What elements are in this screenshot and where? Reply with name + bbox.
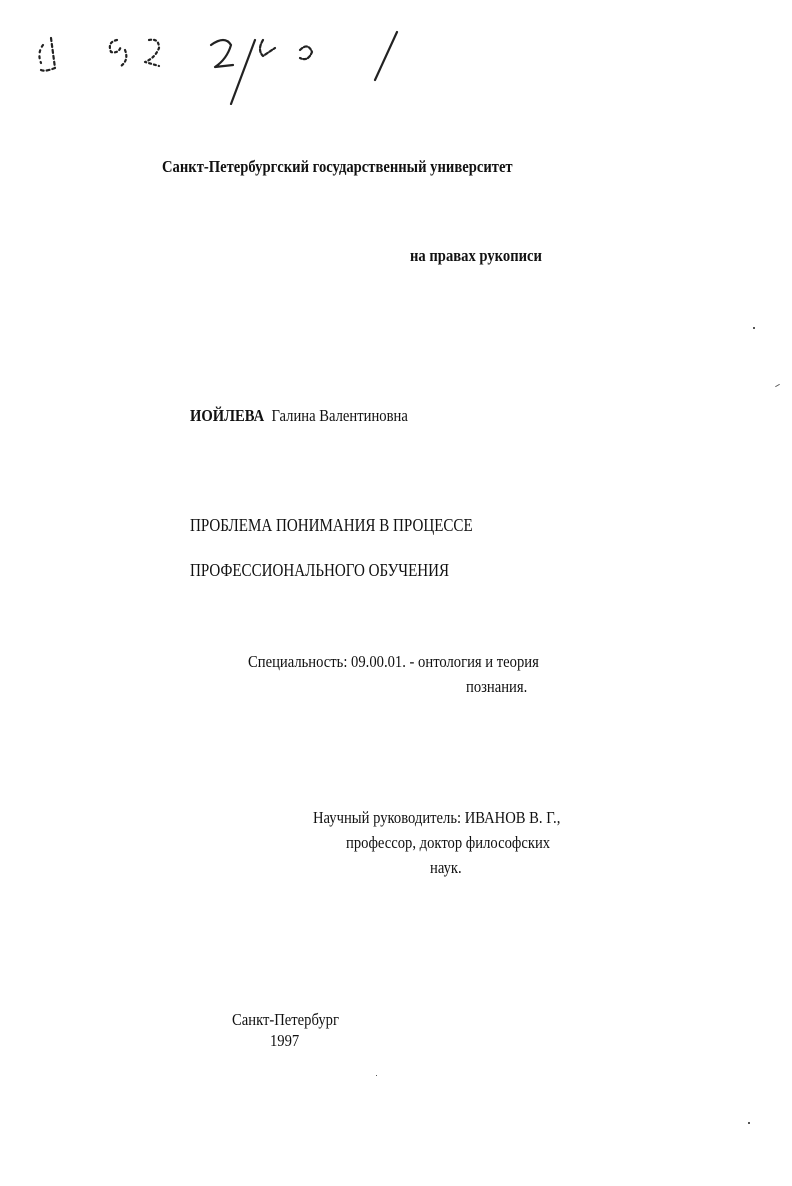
manuscript-note: на правах рукописи xyxy=(410,246,542,265)
dissertation-title-line-1: ПРОБЛЕМА ПОНИМАНИЯ В ПРОЦЕССЕ xyxy=(190,515,473,535)
scan-speck xyxy=(775,384,780,387)
author-surname: ИОЙЛЕВА xyxy=(190,406,265,425)
supervisor-line-1: Научный руководитель: ИВАНОВ В. Г., xyxy=(313,808,561,827)
dissertation-title-line-2: ПРОФЕССИОНАЛЬНОГО ОБУЧЕНИЯ xyxy=(190,560,450,580)
handwritten-archive-mark-icon xyxy=(25,10,405,105)
specialty-line-2: познания. xyxy=(466,677,528,696)
year: 1997 xyxy=(270,1031,300,1050)
city: Санкт-Петербург xyxy=(232,1010,339,1029)
supervisor-line-3: наук. xyxy=(430,858,462,877)
scan-speck xyxy=(753,327,755,329)
specialty-line-1: Специальность: 09.00.01. - онтология и теория xyxy=(248,652,539,671)
author-given-names: Галина Валентиновна xyxy=(271,406,408,425)
scan-speck xyxy=(748,1122,750,1124)
author-line xyxy=(190,406,408,426)
scan-speck xyxy=(376,1075,377,1076)
supervisor-line-2: профессор, доктор философских xyxy=(346,833,551,852)
university-name: Санкт-Петербургский государственный университет xyxy=(162,157,513,176)
